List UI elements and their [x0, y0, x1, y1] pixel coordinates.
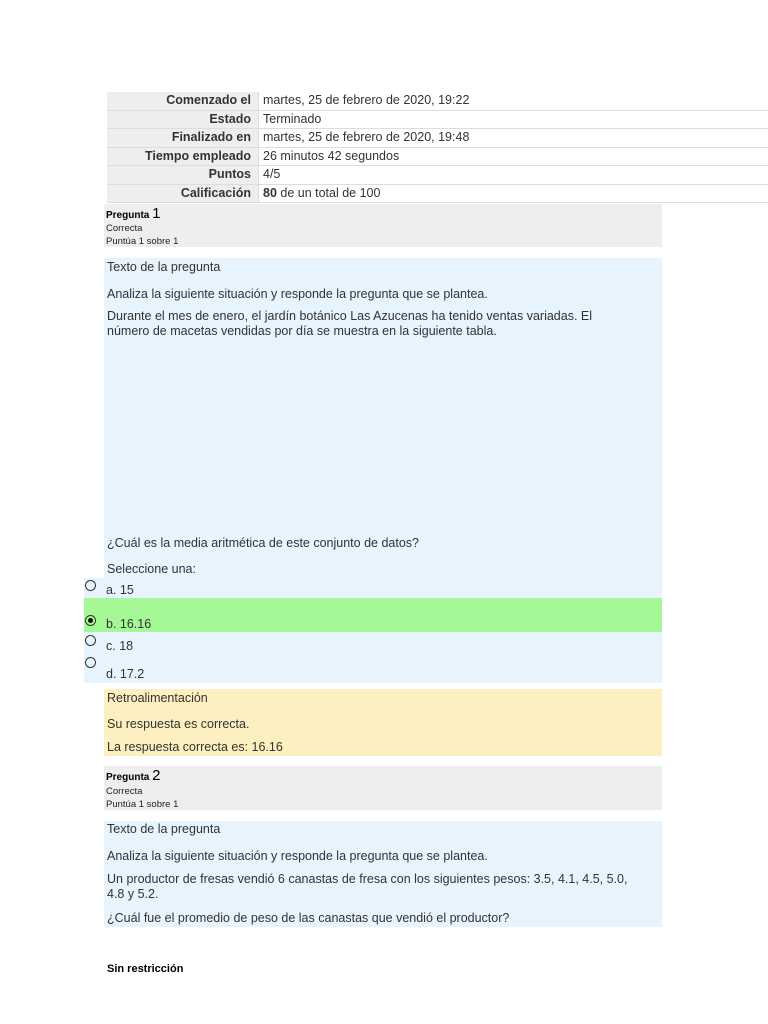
question-grade: Puntúa 1 sobre 1 — [106, 236, 179, 247]
question-state: Correcta — [106, 786, 143, 797]
question-1-info — [104, 204, 662, 247]
question-title-word: Pregunta — [106, 210, 150, 221]
question-1-answers — [84, 578, 662, 683]
summary-value: Terminado — [259, 110, 768, 129]
question-paragraph: Durante el mes de enero, el jardín botánico Las Azucenas ha tenido ventas variadas. El — [107, 309, 593, 323]
question-text-heading: Texto de la pregunta — [107, 260, 221, 274]
question-1-text-block — [104, 258, 662, 599]
summary-value — [259, 184, 768, 203]
summary-row — [107, 110, 768, 129]
radio-button-icon[interactable] — [85, 580, 96, 591]
summary-row — [107, 129, 768, 148]
footer-classification: Sin restricción — [107, 963, 184, 975]
feedback-heading: Retroalimentación — [107, 691, 208, 705]
feedback-correct-answer: La respuesta correcta es: 16.16 — [107, 740, 283, 754]
question-number: 2 — [152, 767, 161, 784]
summary-label: Calificación — [107, 184, 259, 203]
summary-label: Comenzado el — [107, 92, 259, 110]
summary-label: Estado — [107, 110, 259, 129]
question-prompt: ¿Cuál es la media aritmética de este conjunto de datos? — [107, 536, 419, 550]
question-paragraph: número de macetas vendidas por día se muestra en la siguiente tabla. — [107, 324, 497, 338]
answer-label: b. 16.16 — [106, 617, 152, 631]
question-paragraph: 4.8 y 5.2. — [107, 887, 159, 901]
question-state: Correcta — [106, 223, 143, 234]
summary-label: Tiempo empleado — [107, 147, 259, 166]
question-title — [106, 767, 160, 784]
question-number: 1 — [152, 205, 161, 222]
summary-row — [107, 166, 768, 185]
answer-option-b[interactable] — [84, 598, 662, 632]
answer-option-a[interactable] — [84, 578, 662, 598]
radio-button-selected-icon[interactable] — [85, 615, 96, 626]
answer-option-c[interactable] — [84, 633, 662, 655]
question-paragraph: Un productor de fresas vendió 6 canastas de fresa con los siguientes pesos: 3.5, 4.1, 4.5, 5.0, — [107, 872, 628, 886]
question-paragraph: Analiza la siguiente situación y responde la pregunta que se plantea. — [107, 287, 488, 301]
summary-row — [107, 92, 768, 110]
summary-value: 4/5 — [259, 166, 768, 185]
answer-label: c. 18 — [106, 639, 134, 653]
grade-total: de un total de 100 — [276, 185, 381, 200]
question-2-info — [104, 766, 662, 810]
summary-value: martes, 25 de febrero de 2020, 19:48 — [259, 129, 768, 148]
summary-label: Finalizado en — [107, 129, 259, 148]
radio-button-icon[interactable] — [85, 657, 96, 668]
summary-row — [107, 147, 768, 166]
answer-label: a. 15 — [106, 583, 134, 597]
radio-button-icon[interactable] — [85, 635, 96, 646]
question-title — [106, 205, 160, 222]
question-1-feedback — [104, 689, 662, 756]
summary-value: 26 minutos 42 segundos — [259, 147, 768, 166]
question-prompt: ¿Cuál fue el promedio de peso de las canastas que vendió el productor? — [107, 911, 510, 925]
question-text-heading: Texto de la pregunta — [107, 822, 221, 836]
feedback-result: Su respuesta es correcta. — [107, 717, 250, 731]
select-one-label: Seleccione una: — [107, 562, 196, 576]
summary-value: martes, 25 de febrero de 2020, 19:22 — [259, 92, 768, 110]
answer-option-d[interactable] — [84, 655, 662, 683]
question-2-text-block — [104, 821, 662, 927]
answer-label: d. 17.2 — [106, 667, 145, 681]
grade-score: 80 — [263, 185, 277, 200]
summary-label: Puntos — [107, 166, 259, 185]
question-grade: Puntúa 1 sobre 1 — [106, 799, 179, 810]
question-title-word: Pregunta — [106, 772, 150, 783]
question-paragraph: Analiza la siguiente situación y responde la pregunta que se plantea. — [107, 849, 488, 863]
summary-row — [107, 184, 768, 203]
attempt-summary-table — [107, 92, 768, 203]
